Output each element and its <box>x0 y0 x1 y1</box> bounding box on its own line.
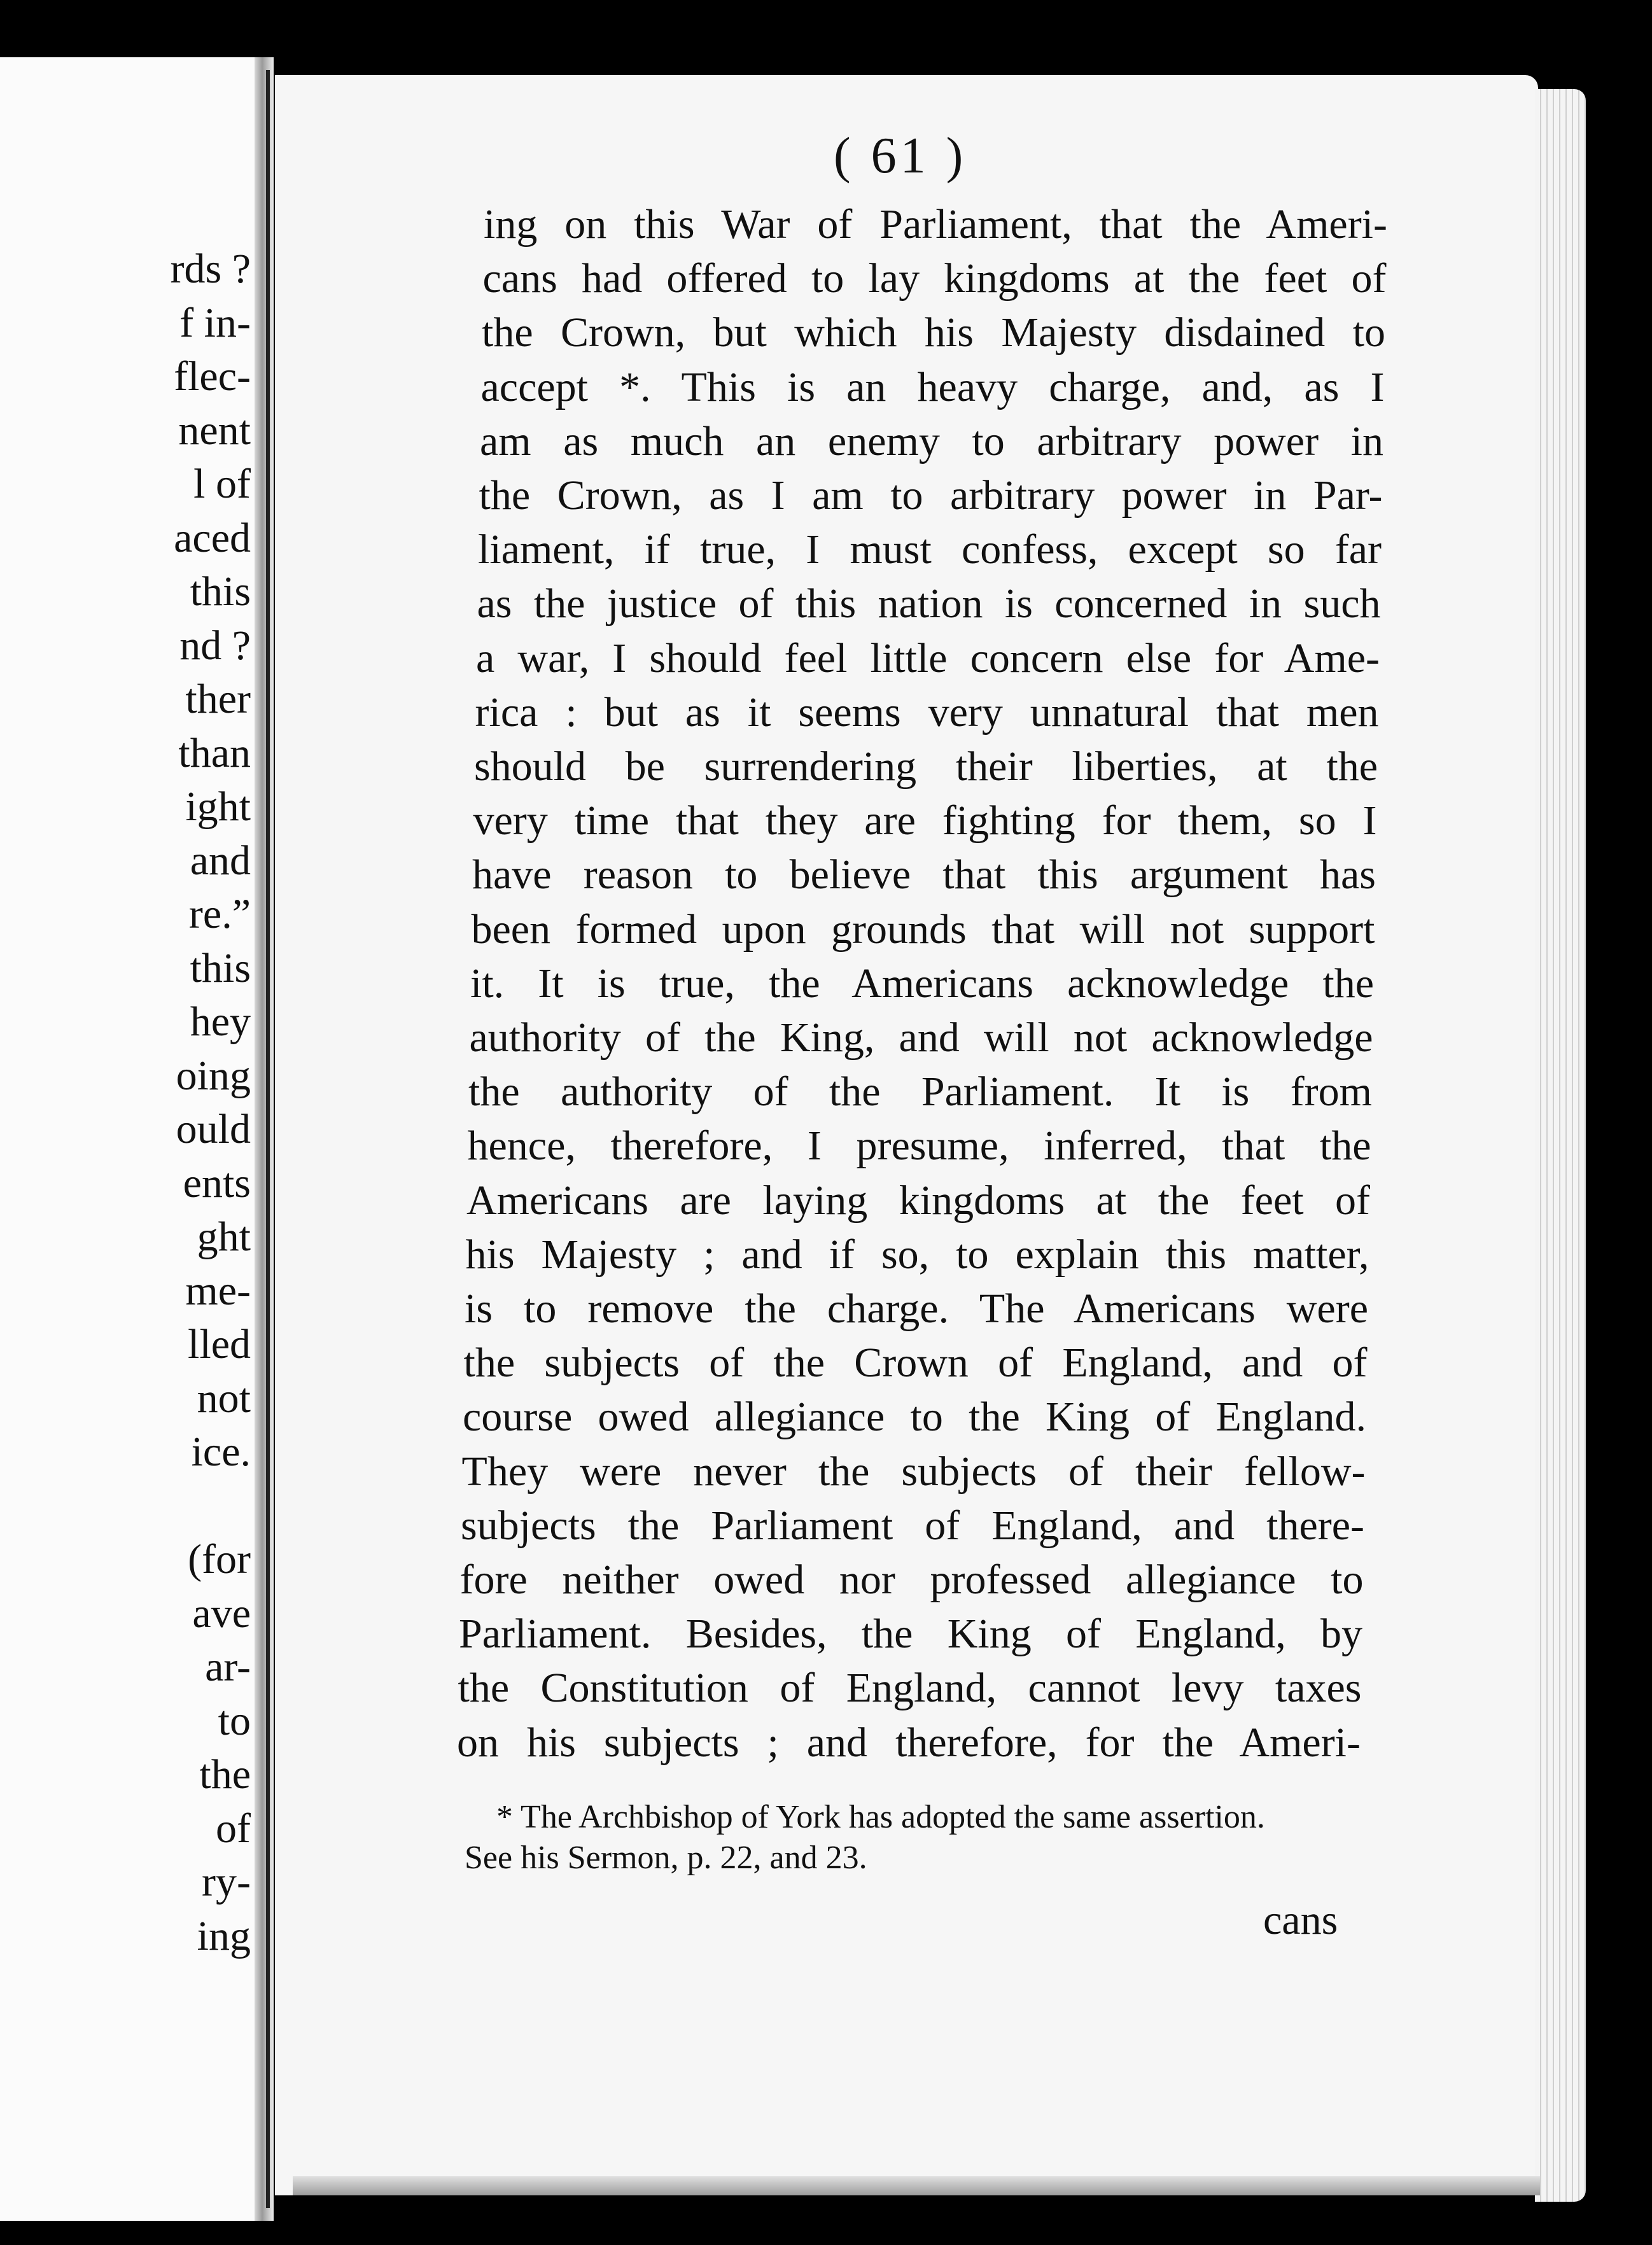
left-page-line: this <box>190 944 251 991</box>
body-line: his Majesty ; and if so, to explain this matter, <box>465 1231 1369 1278</box>
body-line: hence, therefore, I presume, inferred, that the <box>467 1122 1371 1170</box>
body-line: course owed allegiance to the King of England. <box>463 1394 1366 1441</box>
gutter-shadow-line <box>266 70 270 2208</box>
left-page-line: ould <box>176 1106 251 1152</box>
left-page-line: of <box>216 1805 251 1852</box>
left-page-line: lled <box>188 1321 251 1367</box>
left-page-line: ave <box>192 1590 251 1637</box>
body-line: very time that they are fighting for them, so I <box>473 797 1377 844</box>
left-page-line: ther <box>185 676 251 722</box>
left-page-line: to <box>218 1697 251 1744</box>
left-page-line: f in- <box>179 299 251 346</box>
footnote-line: See his Sermon, p. 22, and 23. <box>465 1840 867 1876</box>
left-page-line: oing <box>176 1052 251 1099</box>
left-page-line: ing <box>197 1912 251 1959</box>
left-page-line: nent <box>178 407 251 454</box>
left-page-line: re.” <box>188 891 251 937</box>
left-page-line: rds ? <box>170 246 251 292</box>
left-page-fragment <box>0 57 255 2221</box>
body-line: fore neither owed nor professed allegiance to <box>459 1556 1364 1603</box>
body-line: the authority of the Parliament. It is from <box>468 1068 1372 1116</box>
left-page-line: flec- <box>174 353 251 400</box>
body-line: is to remove the charge. The Americans were <box>465 1285 1368 1332</box>
body-line: am as much an enemy to arbitrary power in <box>480 417 1383 465</box>
left-page-line: and <box>190 837 251 884</box>
body-line: as the justice of this nation is concerned in such <box>477 580 1381 627</box>
left-page-line: ice. <box>191 1429 251 1475</box>
left-page-line: the <box>199 1751 251 1798</box>
book-gutter <box>255 57 274 2221</box>
body-line: on his subjects ; and therefore, for the Ameri- <box>457 1719 1361 1766</box>
body-line: a war, I should feel little concern else for Ame- <box>476 634 1380 682</box>
body-line: the Constitution of England, cannot levy taxes <box>458 1665 1362 1712</box>
body-line: They were never the subjects of their fellow- <box>461 1448 1366 1495</box>
body-line: rica : but as it seems very unnatural that men <box>475 689 1379 736</box>
body-line: accept *. This is an heavy charge, and, as I <box>480 363 1385 410</box>
left-page-line: than <box>178 729 251 776</box>
page-edges <box>1535 89 1586 2202</box>
body-line: ing on this War of Parliament, that the Ameri- <box>484 201 1387 248</box>
left-page-line: ents <box>183 1159 251 1206</box>
body-line: the subjects of the Crown of England, and of <box>463 1339 1368 1387</box>
footnote-line: * The Archbishop of York has adopted the same assertion. <box>496 1799 1265 1835</box>
left-page-line: l of <box>193 461 251 507</box>
body-line: have reason to believe that this argument has <box>472 851 1376 899</box>
left-page-line: ry- <box>202 1859 251 1905</box>
left-page-line: (for <box>188 1536 251 1583</box>
body-line: been formed upon grounds that will not support <box>471 906 1375 953</box>
body-line: cans had offered to lay kingdoms at the feet of <box>482 255 1387 302</box>
body-line: should be surrendering their liberties, at the <box>474 743 1378 790</box>
left-page-line: hey <box>190 998 251 1045</box>
bottom-page-shadow <box>293 2176 1540 2195</box>
left-page-line: ight <box>185 783 251 830</box>
left-page-line: ar- <box>205 1644 251 1690</box>
catchword: cans <box>1263 1897 1338 1943</box>
body-line: subjects the Parliament of England, and there- <box>461 1502 1364 1549</box>
left-page-line: me- <box>185 1267 251 1314</box>
body-line: liament, if true, I must confess, except so far <box>478 526 1382 573</box>
body-line: the Crown, as I am to arbitrary power in Par- <box>479 472 1383 519</box>
left-page-line: not <box>197 1374 251 1422</box>
body-line: authority of the King, and will not acknowledge <box>469 1014 1373 1061</box>
body-line: Parliament. Besides, the King of England, by <box>459 1611 1362 1658</box>
left-page-line: nd ? <box>179 622 251 669</box>
left-page-line: this <box>190 568 251 615</box>
body-line: the Crown, but which his Majesty disdained to <box>482 309 1385 356</box>
page-number: ( 61 ) <box>834 128 967 184</box>
body-line: Americans are laying kingdoms at the feet of <box>466 1177 1370 1224</box>
body-line: it. It is true, the Americans acknowledge the <box>470 960 1374 1007</box>
left-page-line: aced <box>174 514 251 561</box>
left-page-line: ght <box>197 1213 251 1260</box>
